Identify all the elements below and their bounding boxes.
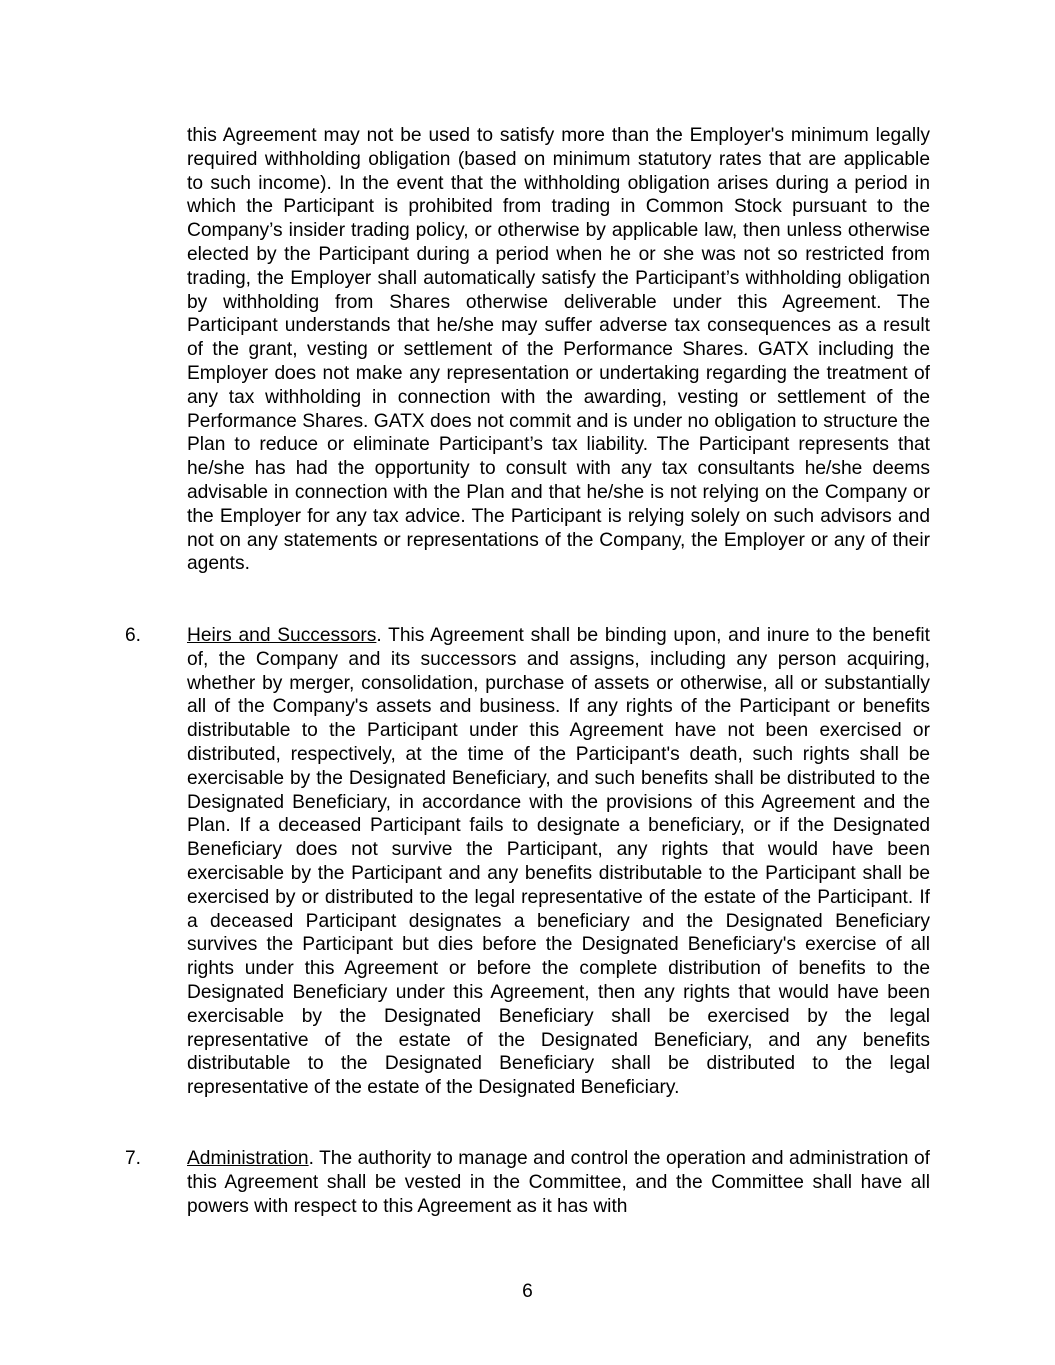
section-body bbox=[187, 1147, 930, 1218]
section-number: 6. bbox=[125, 625, 142, 646]
section-text: . This Agreement shall be binding upon, and inure to the benefit of, the Company and its successors and assigns, including any person acquiring, whether by merger, consolidation, purchase of assets or otherwise, all or substantially all of the Company's assets and business. If any rights of the Participant or benefits distributable to the Participant under this Agreement have not been exercised or distributed, respectively, at the time of the Participant's death, such rights shall be exercisable by the Designated Beneficiary, and such benefits shall be distributed to the Designated Beneficiary, in accordance with the provisions of this Agreement and the Plan. If a deceased Participant fails to designate a beneficiary, or if the Designated Beneficiary does not survive the Participant, any rights that would have been exercisable by the Participant and any benefits distributable to the Participant shall be exercised by or distributed to the legal representative of the estate of the Participant. If a deceased Participant designates a beneficiary and the Designated Beneficiary survives the Participant but dies before the Designated Beneficiary's exercise of all rights under this Agreement or before the complete distribution of benefits to the Designated Beneficiary under this Agreement, then any rights that would have been exercisable by the Designated Beneficiary shall be exercised by the legal representative of the estate of the Designated Beneficiary, and any benefits distributable to the Designated Beneficiary shall be distributed to the legal representative of the estate of the Designated Beneficiary. bbox=[187, 625, 930, 1099]
section-heading: Administration bbox=[187, 1148, 309, 1169]
section-number: 7. bbox=[125, 1148, 142, 1169]
continuation-paragraph: this Agreement may not be used to satisfy more than the Employer's minimum legally required withholding obligation (based on minimum statutory rates that are applicable to such income). In the event that the withholding obligation arises during a period in which the Participant is prohibited from trading in Common Stock pursuant to the Company’s insider trading policy, or otherwise by applicable law, then unless otherwise elected by the Participant during a period when he or she was not so restricted from trading, the Employer shall automatically satisfy the Participant’s withholding obligation by withholding from Shares otherwise deliverable under this Agreement. The Participant understands that he/she may suffer adverse tax consequences as a result of the grant, vesting or settlement of the Performance Shares. GATX including the Employer does not make any representation or undertaking regarding the treatment of any tax withholding in connection with the awarding, vesting or settlement of the Performance Shares. GATX does not commit and is under no obligation to structure the Plan to reduce or eliminate Participant’s tax liability. The Participant represents that he/she has had the opportunity to consult with any tax consultants he/she deems advisable in connection with the Plan and that he/she is not relying on the Company or the Employer for any tax advice. The Participant is relying solely on such advisors and not on any statements or representations of the Company, the Employer or any of their agents. bbox=[187, 125, 930, 575]
section-heading: Heirs and Successors bbox=[187, 625, 377, 646]
section-text: . The authority to manage and control the operation and administration of this Agreement shall be vested in the Committee, and the Committee shall have all powers with respect to this Agreement as it has with bbox=[187, 1148, 930, 1217]
section-body bbox=[187, 624, 930, 1100]
page-number: 6 bbox=[522, 1281, 533, 1302]
